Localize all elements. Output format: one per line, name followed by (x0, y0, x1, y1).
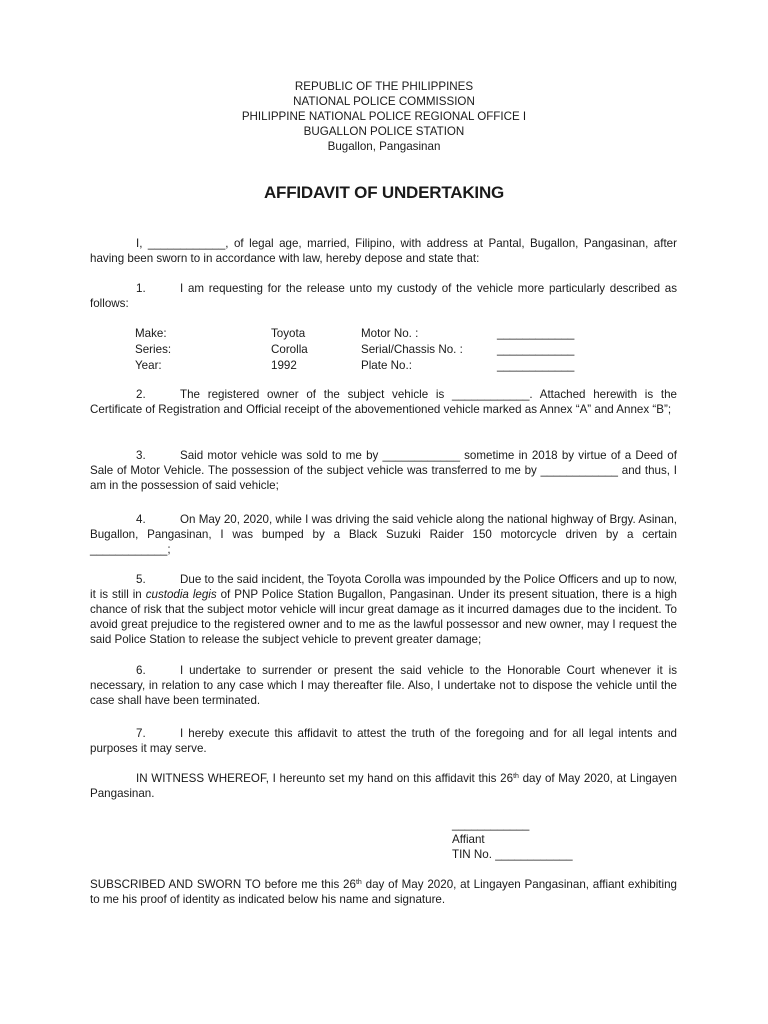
paragraph-2-text-a: The registered owner of the subject vehicle is (180, 388, 445, 401)
affiant-label: Affiant (452, 833, 485, 846)
paragraph-2-text-b: . Attached herewith is the Certificate of Registration and Official receipt of the abovementioned vehicle marked as Annex “A” and Annex “B”; (90, 388, 677, 416)
paragraph-6 (90, 663, 677, 708)
paragraph-6-number: 6. (136, 664, 146, 677)
tin-row (452, 847, 573, 862)
header-republic: REPUBLIC OF THE PHILIPPINES (294, 80, 474, 93)
header-station: BUGALLON POLICE STATION (303, 125, 465, 138)
sworn-text-b: day of May 2020, at Lingayen Pangasinan, affiant exhibiting to me his proof of identity as indicated below his name and signature. (90, 878, 677, 906)
witness-ordinal: th (513, 773, 519, 780)
intro-paragraph (90, 236, 677, 266)
chassis-no-blank: ____________ (497, 343, 575, 356)
witness-paragraph (90, 771, 677, 801)
plate-no-blank: ____________ (497, 359, 575, 372)
paragraph-7 (90, 726, 677, 756)
paragraph-3-text-a: Said motor vehicle was sold to me by (180, 449, 379, 462)
owner-blank: ____________ (452, 388, 530, 401)
paragraph-6-text: I undertake to surrender or present the said vehicle to the Honorable Court whenever it is necessary, in relation to any case which I may thereafter file. Also, I undertake not to dispose the vehicle until the case shall have been terminated. (90, 664, 677, 707)
intro-text: , of legal age, married, Filipino, with address at Pantal, Bugallon, Pangasinan, after having been sworn to in accordance with law, hereby depose and state that: (90, 237, 677, 265)
seller-blank: ____________ (382, 449, 460, 462)
paragraph-5-number: 5. (136, 573, 146, 586)
paragraph-2-number: 2. (136, 388, 146, 401)
intro-prefix: I, (136, 237, 143, 250)
paragraph-4-number: 4. (136, 513, 146, 526)
tin-blank: ____________ (495, 848, 573, 861)
paragraph-4-text-b: ; (167, 543, 171, 556)
vehicle-series-label: Series: (135, 343, 172, 356)
paragraph-3-number: 3. (136, 449, 146, 462)
subscribed-sworn-paragraph (90, 877, 677, 907)
document-header (0, 79, 768, 154)
motor-no-label: Motor No. : (361, 327, 419, 340)
transferor-blank: ____________ (540, 464, 618, 477)
paragraph-5-text-a: Due to the said incident, the Toyota Corolla was impounded by the Police Officers and up to now, it is still in (90, 573, 677, 601)
signature-block (452, 817, 573, 862)
paragraph-7-number: 7. (136, 727, 146, 740)
header-location: Bugallon, Pangasinan (327, 140, 441, 153)
header-regional-office: PHILIPPINE NATIONAL POLICE REGIONAL OFFICE I (241, 110, 527, 123)
paragraph-4 (90, 512, 677, 557)
driver-blank: ____________ (90, 543, 168, 556)
paragraph-3 (90, 448, 677, 493)
paragraph-2 (90, 387, 677, 417)
sworn-ordinal: th (355, 879, 362, 886)
paragraph-3-text-b: sometime in 2018 by virtue of a Deed of Sale of Motor Vehicle. The possession of the subject vehicle was transferred to me by (90, 449, 677, 477)
intro-blank: ____________ (147, 237, 226, 250)
vehicle-make-label: Make: (135, 327, 167, 340)
vehicle-series-value: Corolla (271, 343, 308, 356)
witness-text-b: day of May 2020, at Lingayen Pangasinan. (90, 772, 677, 800)
paragraph-3-text-c: and thus, I am in the possession of said vehicle; (90, 464, 677, 492)
plate-no-label: Plate No.: (361, 359, 412, 372)
vehicle-make-value: Toyota (271, 327, 306, 340)
document-title: AFFIDAVIT OF UNDERTAKING (263, 183, 505, 202)
paragraph-4-text-a: On May 20, 2020, while I was driving the said vehicle along the national highway of Brgy. Asinan, Bugallon, Pangasinan, I was bumped by a Black Suzuki Raider 150 motorcycle driven by a certain (90, 513, 677, 541)
sworn-text-a: SUBSCRIBED AND SWORN TO before me this 26 (90, 878, 356, 891)
custodia-legis-term: custodia legis (145, 588, 217, 601)
motor-no-blank: ____________ (497, 327, 575, 340)
vehicle-year-label: Year: (135, 359, 162, 372)
paragraph-1-number: 1. (136, 282, 146, 295)
tin-label: TIN No. (452, 848, 492, 861)
witness-text-a: IN WITNESS WHEREOF, I hereunto set my hand on this affidavit this 26 (136, 772, 514, 785)
chassis-no-label: Serial/Chassis No. : (361, 343, 463, 356)
paragraph-5 (90, 572, 677, 647)
vehicle-year-value: 1992 (271, 359, 297, 372)
header-commission: NATIONAL POLICE COMMISSION (293, 95, 475, 108)
paragraph-1 (90, 281, 677, 311)
paragraph-5-text-b: of PNP Police Station Bugallon, Pangasinan. Under its present situation, there is a high chance of risk that the subject motor vehicle will incur great damage as it incurred damages due to the incident. To avoid great prejudice to the registered owner and to me as the lawful possessor and new owner, may I request the said Police Station to release the subject vehicle to prevent greater damage; (90, 588, 677, 646)
paragraph-7-text: I hereby execute this affidavit to attest the truth of the foregoing and for all legal intents and purposes it may serve. (90, 727, 677, 755)
paragraph-1-text: I am requesting for the release unto my custody of the vehicle more particularly described as follows: (90, 282, 677, 310)
signature-line: ____________ (452, 818, 530, 831)
